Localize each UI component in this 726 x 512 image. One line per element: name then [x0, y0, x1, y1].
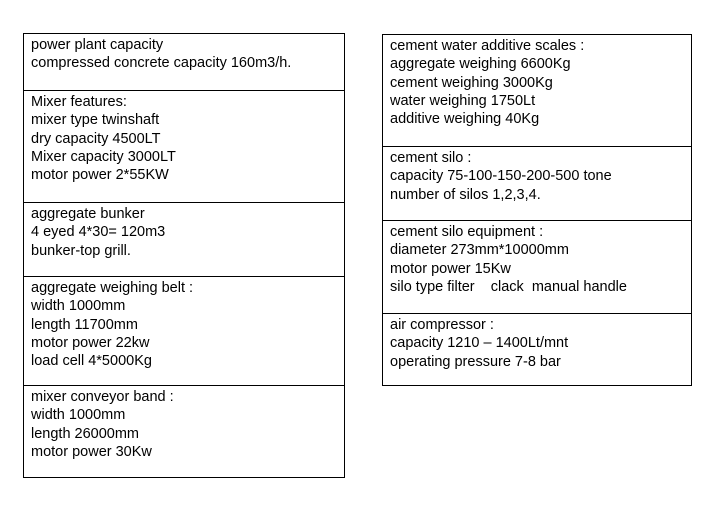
spec-line: number of silos 1,2,3,4.: [390, 186, 541, 203]
spec-line: aggregate weighing 6600Kg: [390, 56, 571, 73]
power-plant-capacity-cell: [24, 34, 344, 90]
cement-silo-cell: [383, 146, 691, 220]
spec-line: cement weighing 3000Kg: [390, 74, 553, 91]
spec-line: motor power 2*55KW: [31, 167, 169, 184]
spec-line: load cell 4*5000Kg: [31, 353, 152, 370]
spec-line: motor power 30Kw: [31, 443, 152, 460]
cell-heading: cement water additive scales :: [390, 38, 585, 54]
cell-heading: aggregate bunker: [31, 206, 145, 222]
cell-heading: cement silo :: [390, 150, 472, 166]
left-spec-table: [23, 33, 345, 478]
spec-line: silo type filter clack manual handle: [390, 278, 627, 295]
spec-line: 4 eyed 4*30= 120m3: [31, 224, 166, 241]
cell-heading: Mixer features:: [31, 94, 127, 110]
cell-heading: aggregate weighing belt :: [31, 280, 194, 296]
mixer-conveyor-band-cell: [24, 385, 344, 478]
spec-line: motor power 22kw: [31, 334, 150, 351]
spec-line: length 11700mm: [31, 316, 138, 333]
spec-line: diameter 273mm*10000mm: [390, 242, 569, 259]
air-compressor-cell: [383, 313, 691, 386]
spec-line: capacity 1210 – 1400Lt/mnt: [390, 335, 569, 352]
spec-line: width 1000mm: [31, 407, 126, 424]
cell-heading: power plant capacity: [31, 37, 164, 53]
cell-heading: cement silo equipment :: [390, 224, 544, 240]
right-spec-table: [382, 34, 692, 386]
cell-heading: air compressor :: [390, 317, 494, 333]
spec-line: capacity 75-100-150-200-500 tone: [390, 168, 612, 185]
cell-heading: mixer conveyor band :: [31, 389, 174, 405]
cement-water-additive-scales-cell: [383, 35, 691, 146]
cement-silo-equipment-cell: [383, 220, 691, 313]
spec-line: compressed concrete capacity 160m3/h.: [31, 55, 292, 72]
spec-line: bunker-top grill.: [31, 242, 131, 259]
spec-line: Mixer capacity 3000LT: [31, 148, 176, 165]
aggregate-bunker-cell: [24, 202, 344, 276]
aggregate-weighing-belt-cell: [24, 276, 344, 385]
spec-line: additive weighing 40Kg: [390, 111, 540, 128]
spec-line: dry capacity 4500LT: [31, 130, 161, 147]
spec-line: operating pressure 7-8 bar: [390, 353, 561, 370]
spec-line: water weighing 1750Lt: [390, 92, 536, 109]
mixer-features-cell: [24, 90, 344, 202]
spec-line: mixer type twinshaft: [31, 112, 160, 129]
spec-line: motor power 15Kw: [390, 260, 511, 277]
spec-line: length 26000mm: [31, 425, 140, 442]
spec-line: width 1000mm: [31, 298, 126, 315]
